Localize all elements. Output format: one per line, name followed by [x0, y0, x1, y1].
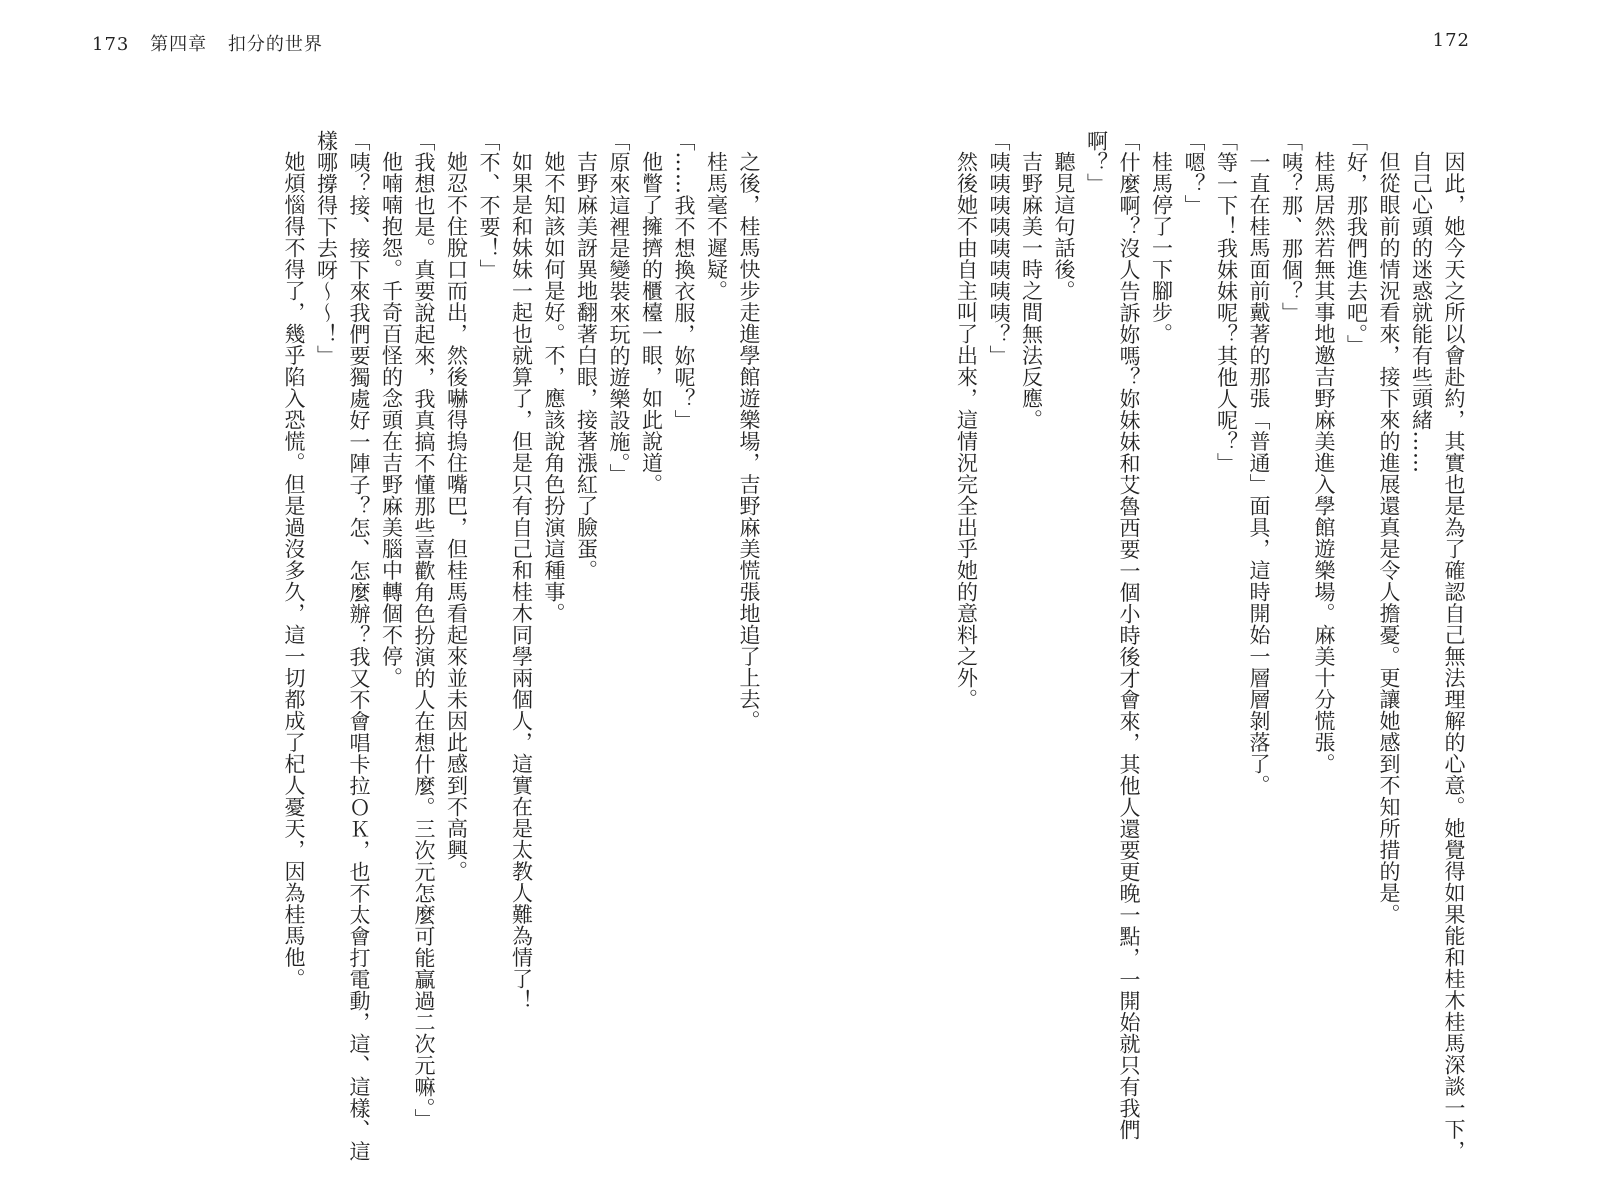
paragraph: 她煩惱得不得了，幾乎陷入恐慌。但是過沒多久，這一切都成了杞人憂天，因為桂馬他。: [282, 151, 306, 990]
paragraph: 桂馬居然若無其事地邀吉野麻美進入學館遊樂場。麻美十分慌張。: [1312, 151, 1336, 775]
paragraph: 她忍不住脫口而出，然後嚇得摀住嘴巴，但桂馬看起來並未因此感到不高興。: [444, 151, 469, 882]
left-page-header: [92, 30, 337, 56]
dialogue-line: 「好，那我們進去吧。」: [1344, 130, 1369, 356]
dialogue-line: 「原來這裡是變裝來玩的遊樂設施。」: [607, 130, 631, 485]
paragraph: 然後她不由自主叫了出來，這情況完全出乎她的意料之外。: [954, 151, 979, 710]
paragraph: 因此，她今天之所以會赴約，其實也是為了確認自己無法理解的心意。她覺得如果能和桂木桂馬深談一下，自己心頭的迷惑就能有些頭緒……: [1409, 151, 1466, 1162]
paragraph: 吉野麻美訝異地翻著白眼，接著漲紅了臉蛋。: [574, 151, 599, 581]
paragraph: 他瞥了擁擠的櫃檯一眼，如此說道。: [639, 151, 664, 495]
paragraph: 一直在桂馬面前戴著的那張「普通」面具，這時開始一層層剝落了。: [1247, 151, 1271, 796]
dialogue-line: 「等一下！我妹妹呢？其他人呢？」: [1214, 130, 1239, 474]
paragraph: 吉野麻美一時之間無法反應。: [1019, 151, 1044, 431]
paragraph: 他喃喃抱怨。千奇百怪的念頭在吉野麻美腦中轉個不停。: [379, 151, 404, 689]
dialogue-line: 「咦咦咦咦咦咦咦咦？」: [987, 130, 1011, 367]
chapter-title: 扣分的世界: [227, 34, 323, 55]
paragraph: 聽見這句話後。: [1052, 151, 1076, 302]
paragraph: 桂馬毫不遲疑。: [704, 151, 729, 302]
paragraph: 但從眼前的情況看來，接下來的進展還真是令人擔憂。更讓她感到不知所措的是。: [1377, 151, 1401, 925]
dialogue-line: 「我想也是。真要說起來，我真搞不懂那些喜歡角色扮演的人在想什麼。三次元怎麼可能贏過二次元嘛。」: [412, 130, 436, 1130]
right-page-body: [850, 130, 1470, 1180]
right-page-number: 172: [1432, 30, 1470, 51]
left-page-number: 173: [92, 34, 130, 55]
chapter-label: 第四章: [150, 34, 208, 55]
paragraph: 如果是和妹妹一起也就算了，但是只有自己和桂木同學兩個人，這實在是太教人難為情了！: [509, 151, 534, 1011]
dialogue-line: 「什麼啊？沒人告訴妳嗎？妳妹妹和艾魯西要一個小時後才會來，其他人還要更晚一點，一開始就只有我們啊？」: [1084, 130, 1141, 1141]
dialogue-line: 「咦？接、接下來我們要獨處好一陣子？怎、怎麼辦？我又不會唱卡拉ＯＫ，也不太會打電動，這、這樣、這樣哪撐得下去呀～～！」: [314, 130, 371, 1162]
dialogue-line: 「嗯？」: [1182, 130, 1206, 216]
paragraph: 她不知該如何是好。不，應該說角色扮演這種事。: [542, 151, 566, 624]
dialogue-line: 「不、不要！」: [477, 130, 501, 281]
dialogue-line: 「咦？那、那個？」: [1279, 130, 1304, 324]
dialogue-line: 「……我不想換衣服，妳呢？」: [672, 130, 696, 431]
paragraph: 桂馬停了一下腳步。: [1149, 151, 1174, 345]
paragraph: 之後，桂馬快步走進學館遊樂場，吉野麻美慌張地追了上去。: [737, 151, 761, 732]
left-page-body: [85, 130, 765, 1180]
